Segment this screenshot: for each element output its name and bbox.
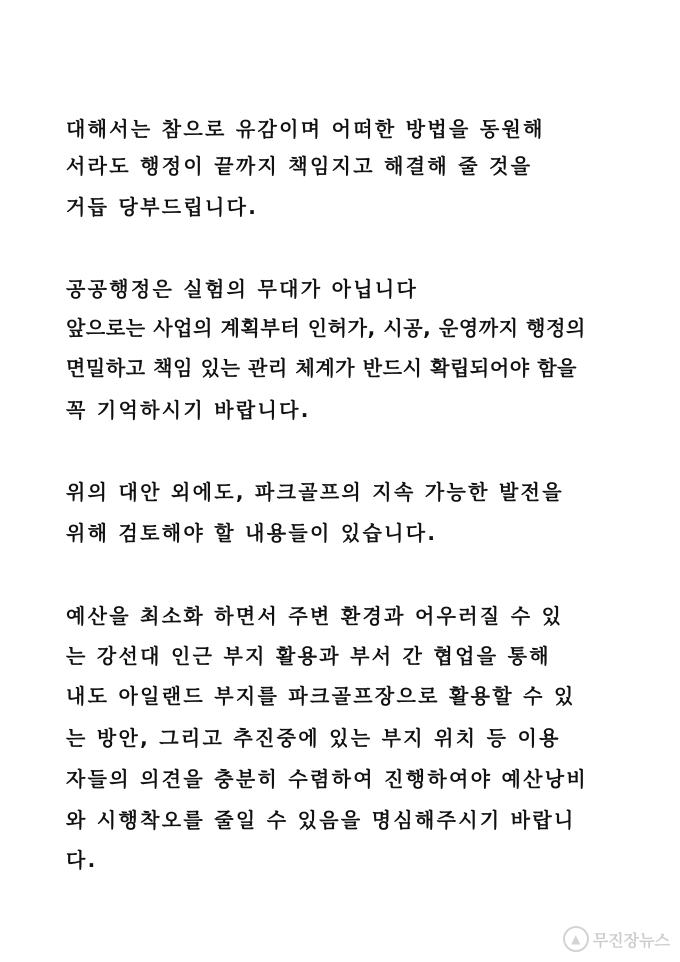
text-line: 와 시행착오를 줄일 수 있음을 명심해주시기 바랍니 <box>66 808 576 832</box>
text-line: 대해서는 참으로 유감이며 어떠한 방법을 동원해 <box>66 117 545 141</box>
text-line: 서라도 행정이 끝까지 책임지고 해결해 줄 것을 <box>66 154 533 178</box>
text-line: 자들의 의견을 충분히 수렴하여 진행하여야 예산낭비 <box>66 767 588 791</box>
text-line: 위의 대안 외에도, 파크골프의 지속 가능한 발전을 <box>66 480 564 504</box>
text-line: 면밀하고 책임 있는 관리 체계가 반드시 확립되어야 함을 <box>66 356 578 380</box>
text-line: 예산을 최소화 하면서 주변 환경과 어우러질 수 있 <box>66 604 564 628</box>
text-line: 공공행정은 실험의 무대가 아닙니다 <box>66 277 419 301</box>
text-line: 는 방안, 그리고 추진중에 있는 부지 위치 등 이용 <box>66 726 561 750</box>
text-line: 는 강선대 인근 부지 활용과 부서 간 협업을 통해 <box>66 644 551 668</box>
watermark-text: 무진장뉴스 <box>592 930 670 950</box>
text-line: 거듭 당부드립니다. <box>66 195 259 219</box>
text-line: 다. <box>66 848 98 872</box>
mountain-logo-icon: ▲ <box>563 926 589 952</box>
text-line: 꼭 기억하시기 바랍니다. <box>66 398 311 422</box>
text-line: 앞으로는 사업의 계획부터 인허가, 시공, 운영까지 행정의 <box>66 316 586 340</box>
watermark <box>563 926 670 952</box>
text-line: 내도 아일랜드 부지를 파크골프장으로 활용할 수 있 <box>66 684 576 708</box>
text-line: 위해 검토해야 할 내용들이 있습니다. <box>66 521 438 545</box>
